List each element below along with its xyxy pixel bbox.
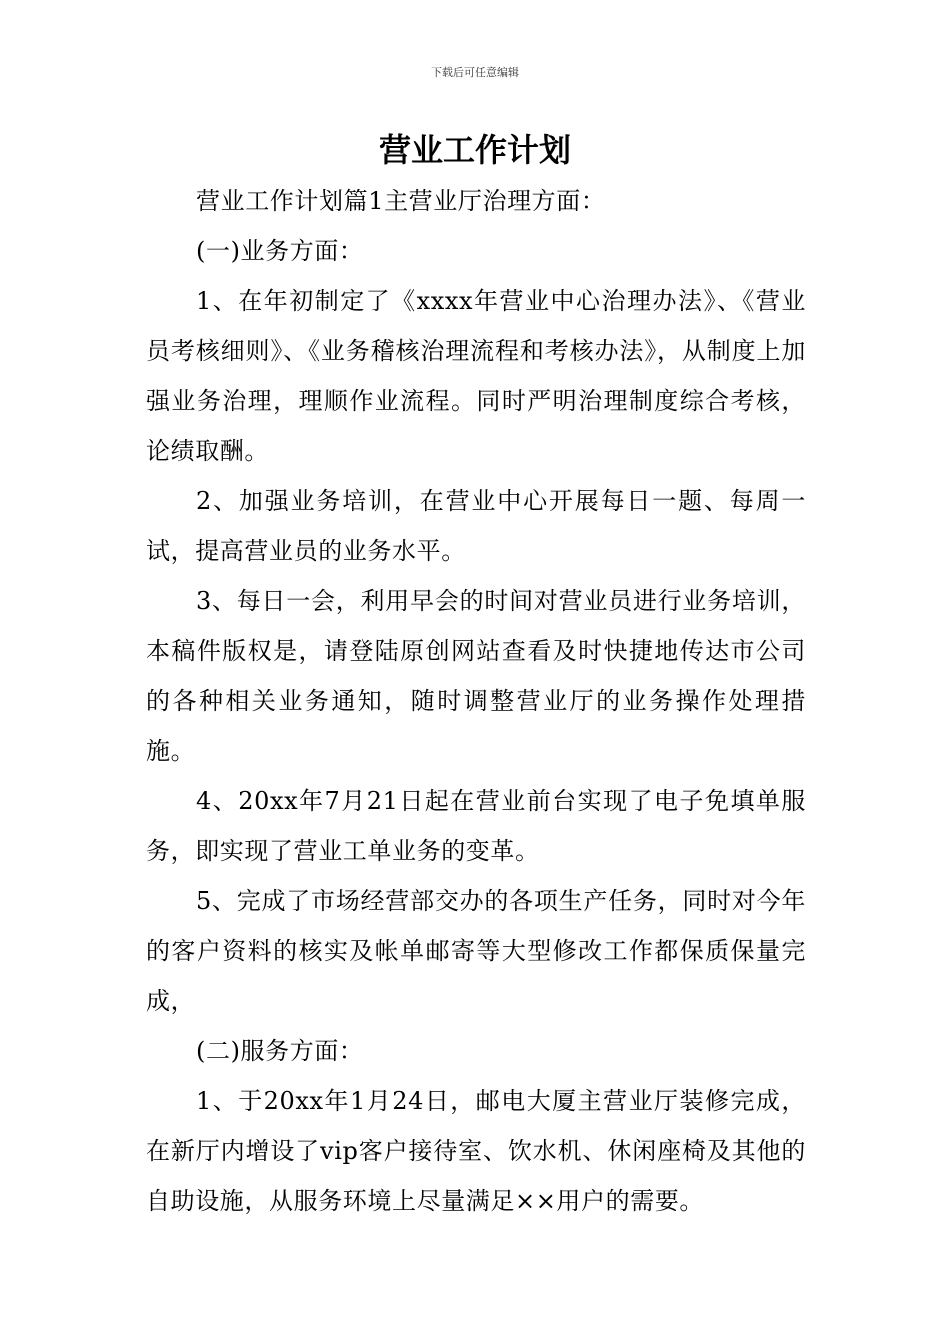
section-heading-business: (一)业务方面： [196,237,364,265]
document-title: 营业工作计划 [378,131,571,169]
paragraph-item: 2、加强业务培训，在营业中心开展每日一题、每周一试，提高营业员的业务水平。 [146,487,806,565]
paragraph-item: 5、完成了市场经营部交办的各项生产任务，同时对今年的客户资料的核实及帐单邮寄等大型修改工作都保质保量完成， [146,887,806,1015]
paragraph-item: 1、在年初制定了《xxxx年营业中心治理办法》、《营业员考核细则》、《业务稽核治理流程和考核办法》，从制度上加强业务治理，理顺作业流程。同时严明治理制度综合考核，论绩取酬。 [146,287,806,465]
paragraph-item: 1、于20xx年1月24日，邮电大厦主营业厅装修完成，在新厅内增设了vip客户接待室、饮水机、休闲座椅及其他的自助设施，从服务环境上尽量满足××用户的需要。 [146,1087,806,1215]
header-note: 下载后可任意编辑 [431,66,519,79]
paragraph-item: 4、20xx年7月21日起在营业前台实现了电子免填单服务，即实现了营业工单业务的变革。 [146,787,806,865]
section-heading-service: (二)服务方面： [196,1037,364,1065]
paragraph-intro: 营业工作计划篇1主营业厅治理方面： [196,187,606,215]
paragraph-item: 3、每日一会，利用早会的时间对营业员进行业务培训，本稿件版权是，请登陆原创网站查看及时快捷地传达市公司的各种相关业务通知，随时调整营业厅的业务操作处理措施。 [146,587,806,765]
document-body [146,176,806,1226]
